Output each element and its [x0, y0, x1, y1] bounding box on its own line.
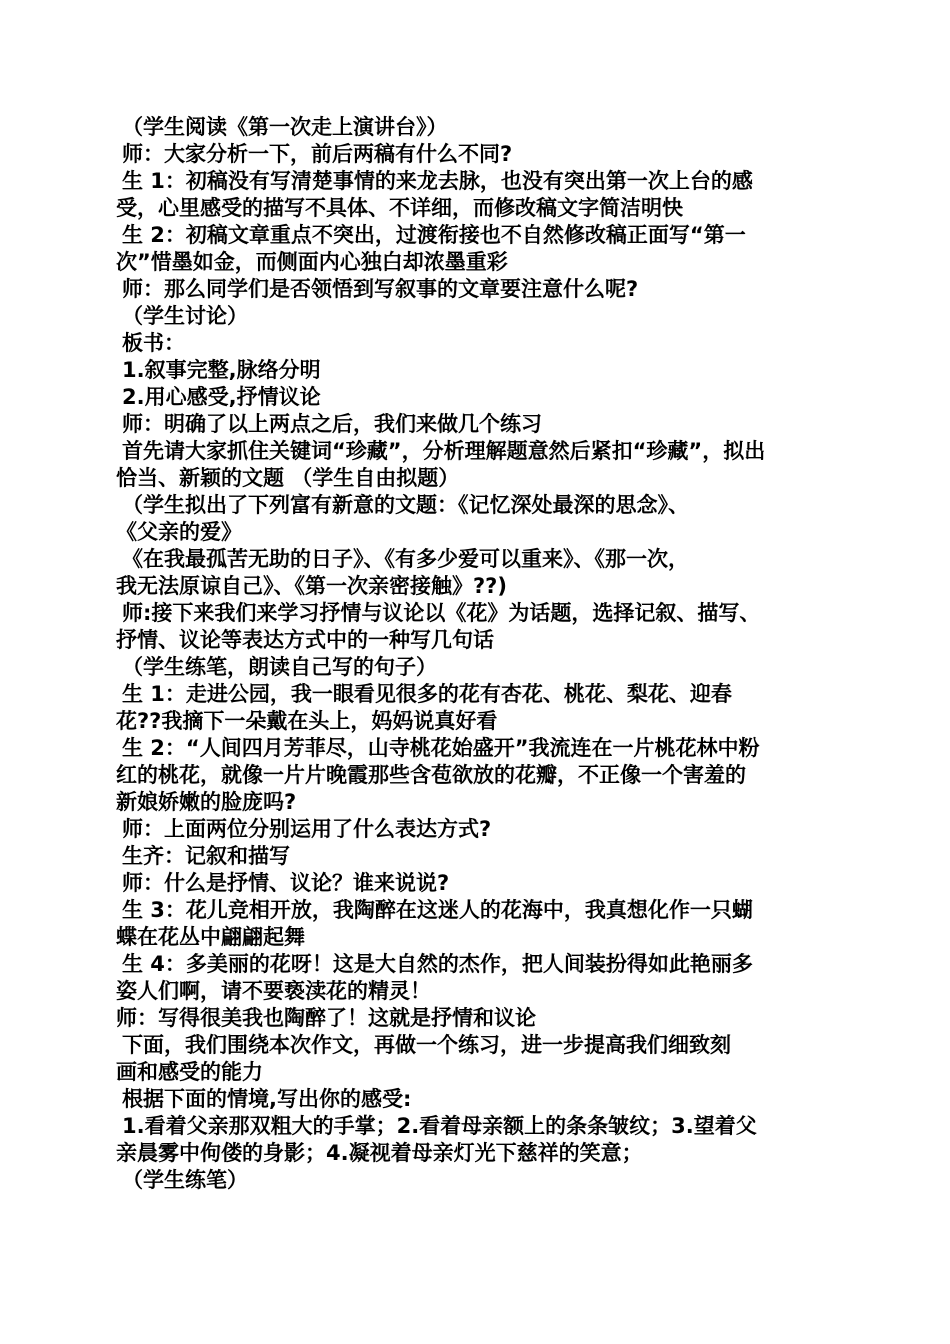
text-line-14: 恰当、新颖的文题 （学生自由拟题）	[116, 466, 460, 490]
text-line-23: 花??我摘下一朵戴在头上，妈妈说真好看	[116, 709, 498, 733]
text-line-29: 师：什么是抒情、议论？谁来说说?	[122, 871, 450, 895]
text-line-17: 《在我最孤苦无助的日子》、《有多少爱可以重来》、《那一次，	[122, 547, 689, 571]
text-line-33: 姿人们啊，请不要亵渎花的精灵！	[116, 979, 431, 1003]
text-line-8: （学生讨论）	[122, 304, 248, 328]
text-line-4: 受，心里感受的描写不具体、不详细，而修改稿文字简洁明快	[116, 196, 683, 220]
document-body	[116, 114, 838, 1194]
text-line-19: 师:接下来我们来学习抒情与议论以《花》为话题，选择记叙、描写、	[122, 601, 761, 625]
text-line-35: 下面，我们围绕本次作文，再做一个练习，进一步提高我们细致刻	[122, 1033, 731, 1057]
text-line-26: 新娘娇嫩的脸庞吗?	[116, 790, 297, 814]
text-line-3: 生 1：初稿没有写清楚事情的来龙去脉，也没有突出第一次上台的感	[122, 169, 753, 193]
text-line-22: 生 1：走进公园，我一眼看见很多的花有杏花、桃花、梨花、迎春	[122, 682, 732, 706]
text-line-13: 首先请大家抓住关键词“珍藏”，分析理解题意然后紧扣“珍藏”，拟出	[122, 439, 766, 463]
text-line-25: 红的桃花，就像一片片晚霞那些含苞欲放的花瓣，不正像一个害羞的	[116, 763, 746, 787]
text-line-30: 生 3：花儿竞相开放，我陶醉在这迷人的花海中，我真想化作一只蝴	[122, 898, 753, 922]
text-line-16: 《父亲的爱》	[116, 520, 242, 544]
text-line-37: 根据下面的情境,写出你的感受:	[122, 1087, 412, 1111]
text-line-6: 次”惜墨如金，而侧面内心独白却浓墨重彩	[116, 250, 508, 274]
text-line-36: 画和感受的能力	[116, 1060, 263, 1084]
text-line-7: 师：那么同学们是否领悟到写叙事的文章要注意什么呢?	[122, 277, 639, 301]
text-line-5: 生 2：初稿文章重点不突出，过渡衔接也不自然修改稿正面写“第一	[122, 223, 746, 247]
text-line-9: 板书：	[122, 331, 185, 355]
text-line-15: （学生拟出了下列富有新意的文题：《记忆深处最深的思念》、	[122, 493, 689, 517]
text-line-11: 2.用心感受,抒情议论	[122, 385, 321, 409]
text-line-1: （学生阅读《第一次走上演讲台》）	[122, 115, 448, 139]
text-line-32: 生 4：多美丽的花呀！这是大自然的杰作，把人间装扮得如此艳丽多	[122, 952, 753, 976]
text-line-2: 师：大家分析一下，前后两稿有什么不同?	[122, 142, 513, 166]
text-line-39: 亲晨雾中佝偻的身影；4.凝视着母亲灯光下慈祥的笑意；	[116, 1141, 643, 1165]
text-line-18: 我无法原谅自己》、《第一次亲密接触》??)	[116, 574, 507, 598]
text-line-40: （学生练笔）	[122, 1168, 248, 1192]
text-line-10: 1.叙事完整,脉络分明	[122, 358, 321, 382]
text-line-38: 1.看着父亲那双粗大的手掌；2.看着母亲额上的条条皱纹；3.望着父	[122, 1114, 757, 1138]
text-line-34: 师：写得很美我也陶醉了！这就是抒情和议论	[116, 1006, 536, 1030]
text-line-28: 生齐：记叙和描写	[122, 844, 290, 868]
text-line-27: 师：上面两位分别运用了什么表达方式?	[122, 817, 492, 841]
text-line-20: 抒情、议论等表达方式中的一种写几句话	[116, 628, 494, 652]
text-line-21: （学生练笔，朗读自己写的句子）	[122, 655, 437, 679]
text-line-31: 蝶在花丛中翩翩起舞	[116, 925, 305, 949]
text-line-24: 生 2：“人间四月芳菲尽，山寺桃花始盛开”我流连在一片桃花林中粉	[122, 736, 760, 760]
text-line-12: 师：明确了以上两点之后，我们来做几个练习	[122, 412, 542, 436]
